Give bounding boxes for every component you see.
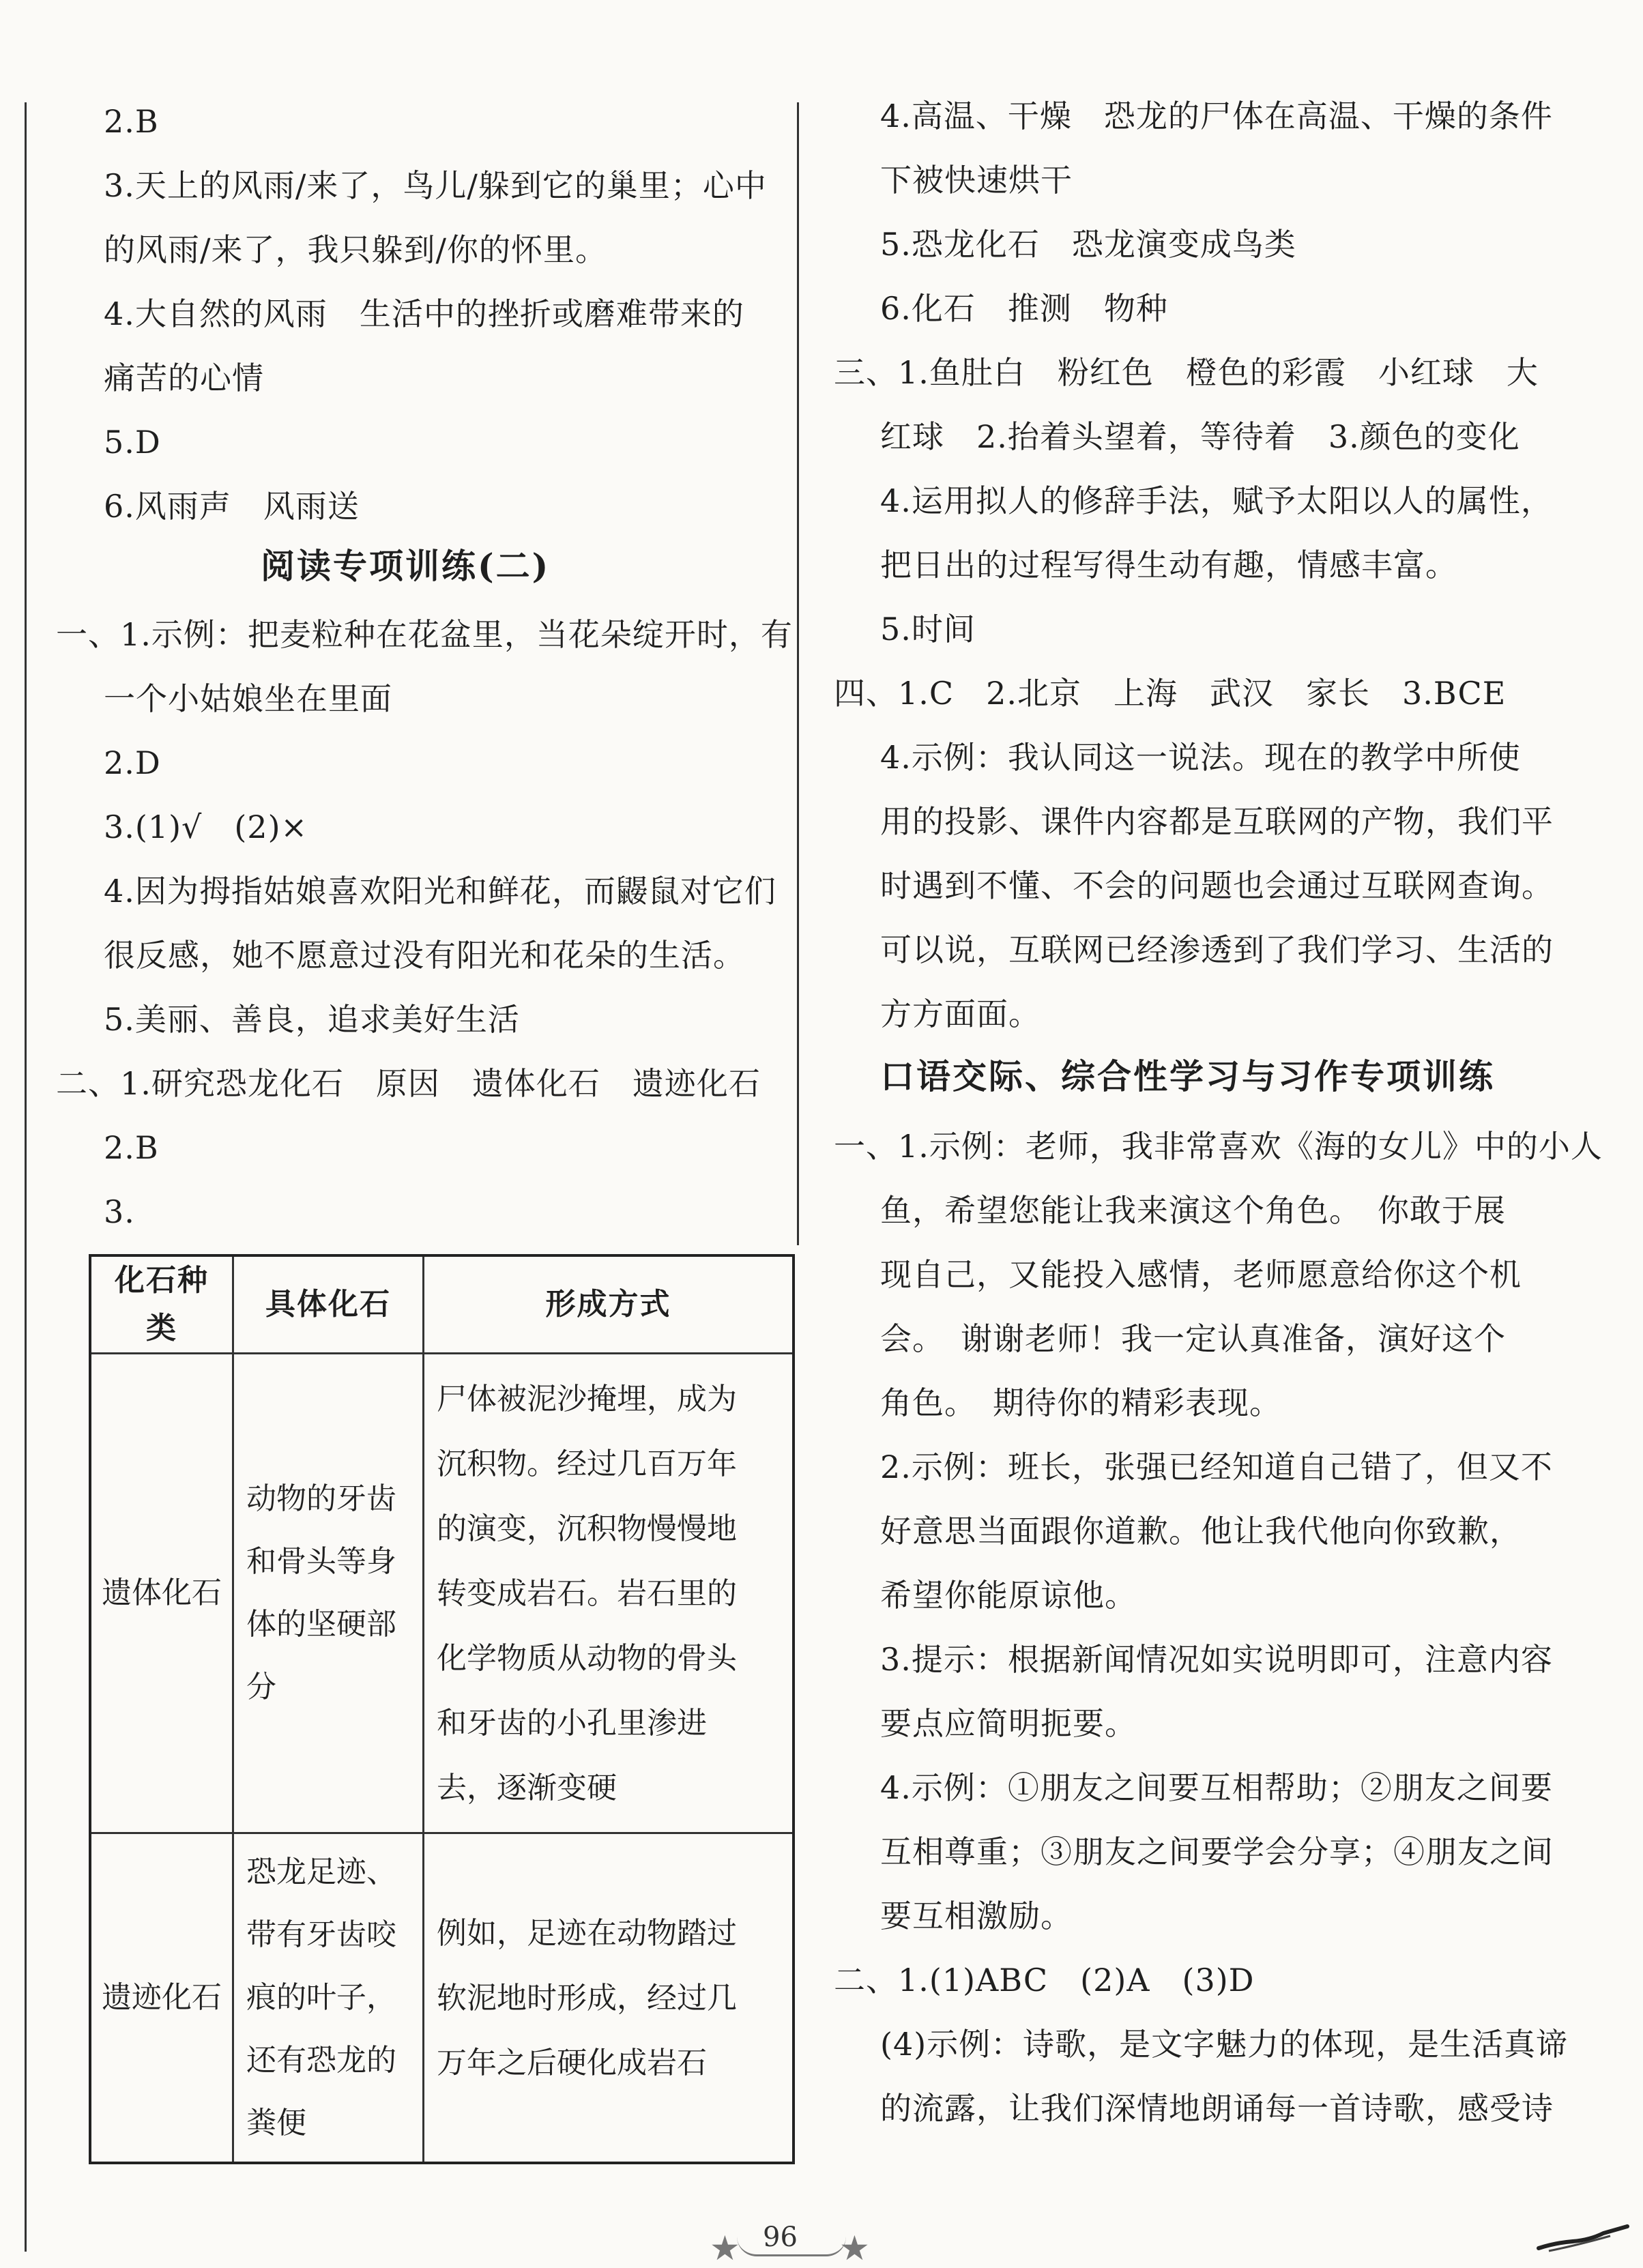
table-header-row	[90, 1255, 794, 1354]
answer-line: 3.天上的风雨/来了，鸟儿/躲到它的巢里；心中	[104, 167, 767, 204]
answer-line: 6.风雨声 风雨送	[104, 488, 360, 525]
page-number: 96	[763, 2222, 798, 2253]
answer-line: 下被快速烘干	[880, 162, 1073, 199]
star-icon: ★	[710, 2228, 740, 2268]
table-cell-formation: 例如，足迹在动物踏过 软泥地时形成，经过几 万年之后硬化成岩石	[424, 1833, 794, 2164]
star-icon: ★	[839, 2228, 870, 2268]
table-row	[90, 1354, 794, 1833]
table-cell-specific: 恐龙足迹、 带有牙齿咬 痕的叶子， 还有恐龙的 粪便	[233, 1833, 424, 2164]
answer-line: 4.高温、干燥 恐龙的尸体在高温、干燥的条件	[880, 98, 1553, 134]
table-cell-type: 遗体化石	[90, 1354, 233, 1833]
table-header: 具体化石	[233, 1255, 424, 1354]
page-footer	[682, 2222, 901, 2268]
answer-line: 6.化石 推测 物种	[880, 290, 1168, 327]
answer-line: 很反感，她不愿意过没有阳光和花朵的生活。	[104, 937, 745, 974]
fossil-table	[89, 1254, 795, 2164]
answer-line: 方方面面。	[880, 995, 1041, 1032]
left-margin-rule	[25, 102, 27, 2252]
answer-line: 互相尊重；③朋友之间要学会分享；④朋友之间	[880, 1833, 1554, 1870]
answer-line: 四、1.C 2.北京 上海 武汉 家长 3.BCE	[834, 675, 1507, 712]
answer-line: 可以说，互联网已经渗透到了我们学习、生活的	[880, 931, 1554, 968]
answer-line: 5.恐龙化石 恐龙演变成鸟类	[880, 226, 1296, 263]
answer-line: 红球 2.抬着头望着，等待着 3.颜色的变化	[880, 418, 1520, 455]
answer-line: 5.美丽、善良，追求美好生活	[104, 1001, 520, 1038]
scan-mark-scribble	[1535, 2221, 1631, 2255]
answer-line: 4.大自然的风雨 生活中的挫折或磨难带来的	[104, 295, 744, 332]
answer-line: 鱼，希望您能让我来演这个角色。 你敢于展	[880, 1192, 1506, 1229]
answer-line: 好意思当面跟你道歉。他让我代他向你致歉，	[880, 1513, 1522, 1550]
table-header: 化石种类	[90, 1255, 233, 1354]
answer-line: 4.因为拇指姑娘喜欢阳光和鲜花，而鼹鼠对它们	[104, 873, 776, 910]
answer-line: 希望你能原谅他。	[880, 1577, 1137, 1614]
answer-line: 4.运用拟人的修辞手法，赋予太阳以人的属性，	[880, 482, 1553, 519]
answer-line: 一、1.示例：老师，我非常喜欢《海的女儿》中的小人	[834, 1128, 1603, 1165]
answer-line: 角色。 期待你的精彩表现。	[880, 1384, 1281, 1421]
table-row	[90, 1833, 794, 2164]
answer-line: 3.(1)√ (2)×	[104, 809, 308, 845]
answer-line: 的风雨/来了，我只躲到/你的怀里。	[104, 231, 607, 268]
answer-line: 2.D	[104, 744, 161, 781]
answer-line: 的流露，让我们深情地朗诵每一首诗歌，感受诗	[880, 2090, 1554, 2127]
section-heading: 阅读专项训练(二)	[261, 546, 551, 586]
answer-line: 3.	[104, 1193, 135, 1230]
answer-line: 4.示例：我认同这一说法。现在的教学中所使	[880, 739, 1521, 776]
section-heading: 口语交际、综合性学习与习作专项训练	[880, 1056, 1495, 1096]
answer-line: 2.B	[104, 1129, 159, 1166]
answer-line: 痛苦的心情	[104, 360, 264, 396]
answer-line: 5.D	[104, 424, 161, 461]
answer-line: 3.提示：根据新闻情况如实说明即可，注意内容	[880, 1641, 1553, 1678]
answer-line: 要互相激励。	[880, 1898, 1073, 1934]
answer-line: 时遇到不懂、不会的问题也会通过互联网查询。	[880, 867, 1554, 904]
answer-line: 要点应简明扼要。	[880, 1705, 1137, 1742]
answer-line: 2.示例：班长，张强已经知道自己错了，但又不	[880, 1449, 1553, 1485]
table-cell-type: 遗迹化石	[90, 1833, 233, 2164]
answer-line: 用的投影、课件内容都是互联网的产物，我们平	[880, 803, 1554, 840]
table-cell-formation: 尸体被泥沙掩埋，成为 沉积物。经过几百万年 的演变，沉积物慢慢地 转变成岩石。岩石里的 化学物质从动物的骨头 和牙齿的小孔里渗进 去，逐渐变硬	[424, 1354, 794, 1833]
answer-line: 一、1.示例：把麦粒种在花盆里，当花朵绽开时，有	[56, 616, 793, 653]
answer-line: 三、1.鱼肚白 粉红色 橙色的彩霞 小红球 大	[834, 354, 1539, 391]
table-header: 形成方式	[424, 1255, 794, 1354]
answer-line: 5.时间	[880, 611, 976, 648]
table-cell-specific: 动物的牙齿 和骨头等身 体的坚硬部 分	[233, 1354, 424, 1833]
answer-line: 一个小姑娘坐在里面	[104, 680, 392, 717]
answer-line: 2.B	[104, 103, 159, 140]
answer-line: 二、1.研究恐龙化石 原因 遗体化石 遗迹化石	[56, 1065, 761, 1102]
answer-line: 会。 谢谢老师！我一定认真准备，演好这个	[880, 1320, 1506, 1357]
column-divider	[797, 102, 799, 1245]
answer-line: 二、1.(1)ABC (2)A (3)D	[834, 1962, 1255, 1998]
answer-line: 4.示例：①朋友之间要互相帮助；②朋友之间要	[880, 1769, 1553, 1806]
answer-line: 把日出的过程写得生动有趣，情感丰富。	[880, 547, 1457, 583]
answer-line: 现自己，又能投入感情，老师愿意给你这个机	[880, 1256, 1522, 1293]
answer-line: (4)示例：诗歌，是文字魅力的体现，是生活真谛	[880, 2026, 1569, 2063]
